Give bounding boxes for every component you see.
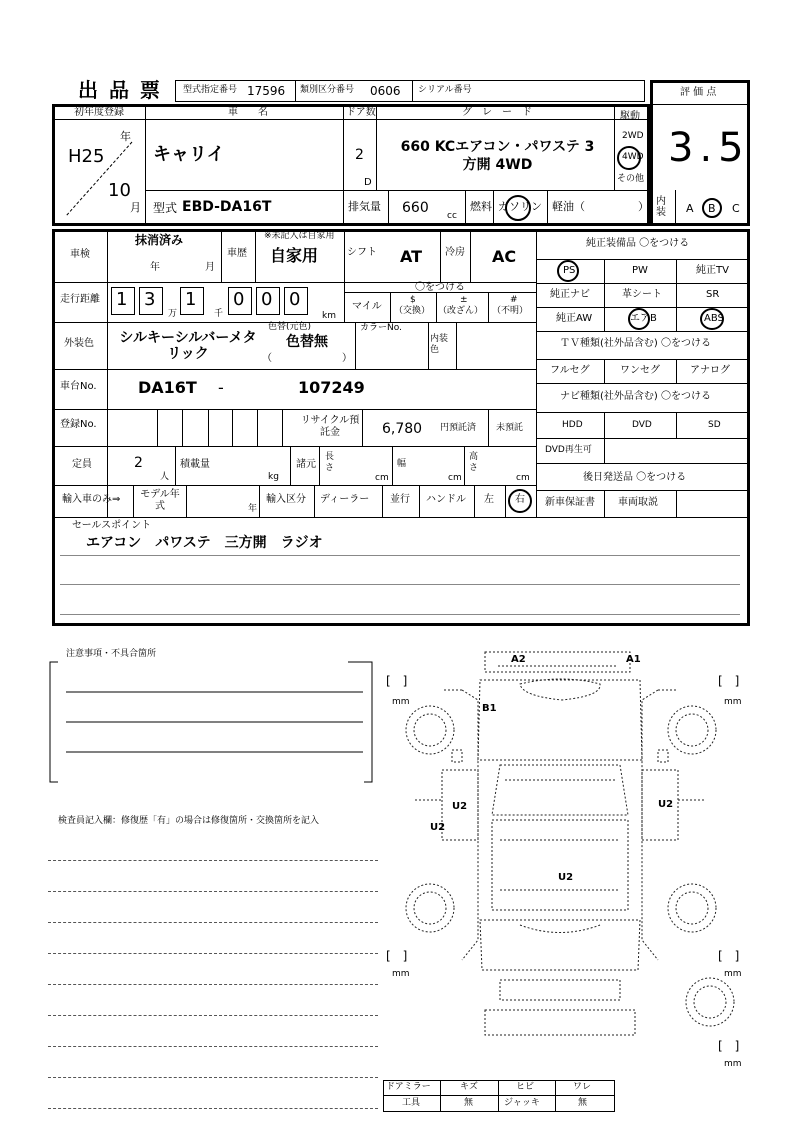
navi-sd: SD	[708, 420, 721, 430]
interior-b-circle	[702, 198, 722, 218]
shift-value: AT	[400, 247, 423, 266]
mileage-digit-2-text: 3	[144, 289, 156, 310]
interior-b: B	[708, 202, 716, 215]
mileage-sen: 千	[214, 309, 224, 319]
model-label: 型式	[153, 201, 178, 215]
handle-right-circle	[508, 489, 532, 513]
class-code-label: 類別区分番号	[300, 85, 355, 95]
model-code-value: 17596	[247, 84, 286, 98]
era-value: H25	[68, 146, 105, 167]
altered-symbol: ±	[460, 295, 468, 305]
interior-label: 内装	[656, 196, 666, 218]
inspection-month-unit: 月	[205, 262, 215, 273]
mileage-altered: （改ざん）	[438, 306, 484, 316]
legend-tools-value: 無	[464, 1098, 474, 1108]
code-strip	[175, 80, 645, 102]
length-label: 長さ	[325, 452, 335, 473]
capacity-label: 定員	[72, 459, 92, 470]
ac-value: AC	[492, 247, 517, 266]
tv-title: ＴＶ種類(社外品含む) 〇をつける	[560, 338, 711, 349]
grade-label: グ レ ー ド	[462, 107, 532, 118]
year-unit: 年	[120, 130, 131, 143]
handle-left: 左	[484, 494, 494, 505]
color-value: シルキーシルバーメタリック	[119, 330, 257, 362]
mileage-label: 走行距離	[60, 294, 100, 305]
color-no-label: カラーNo.	[360, 323, 402, 333]
drive-other: その他	[617, 174, 645, 184]
unknown-symbol: #	[510, 295, 518, 305]
equip-aw: 純正AW	[556, 313, 593, 324]
month-value: 10	[108, 180, 131, 201]
load-unit: kg	[268, 472, 279, 482]
inspection-year-unit: 年	[150, 262, 160, 273]
inspection-label: 車検	[70, 249, 90, 260]
width-label: 幅	[397, 459, 407, 469]
door-value: 2	[355, 147, 364, 163]
mileage-unknown: （不明）	[492, 306, 529, 316]
equip-pw: PW	[632, 265, 648, 276]
mm-fl: mm	[392, 697, 410, 707]
chassis-dash: -	[218, 378, 224, 397]
damage-a2: A2	[511, 654, 526, 665]
mileage-digit-5-text: 0	[261, 289, 273, 310]
later-title: 後日発送品 〇をつける	[583, 472, 687, 483]
height-label: 高さ	[469, 452, 479, 473]
equip-abs-circle	[700, 308, 724, 330]
length-cm: cm	[375, 473, 389, 483]
tv-oneseg: ワンセグ	[620, 365, 660, 376]
score-value: 3.5	[668, 125, 750, 171]
mileage-man: 万	[168, 309, 178, 319]
damage-b1: B1	[482, 703, 497, 714]
color-label: 外装色	[64, 338, 94, 349]
mileage-circle-note: 〇をつける	[415, 282, 465, 293]
recycle-value: 6,780	[382, 421, 423, 437]
model-year-unit: 年	[248, 504, 258, 514]
mileage-exchange: （交換）	[394, 306, 431, 316]
serial-label: シリアル番号	[418, 85, 472, 95]
import-dealer: ディーラー	[320, 494, 370, 505]
legend-header-break: ワレ	[573, 1082, 592, 1092]
equip-tv: 純正TV	[696, 265, 729, 276]
date-slash	[60, 140, 140, 220]
bracket-rr: [ ]	[718, 949, 740, 963]
door-suffix: D	[364, 177, 372, 188]
equip-navi: 純正ナビ	[550, 289, 590, 300]
mileage-digit-1-text: 1	[116, 289, 128, 310]
model-value: EBD-DA16T	[182, 199, 272, 215]
damage-u2-bed: U2	[558, 872, 574, 883]
displacement-label: 排気量	[348, 200, 381, 213]
load-label: 積載量	[180, 459, 210, 470]
mileage-km: km	[322, 311, 336, 321]
sales-text: エアコン パワステ 三方開 ラジオ	[86, 535, 323, 551]
car-damage-diagram	[380, 640, 760, 1080]
later-manual: 車両取説	[618, 497, 658, 508]
history-label: 車歴	[227, 248, 247, 259]
sheet-title: 出 品 票	[78, 78, 162, 102]
mileage-mile: マイル	[352, 301, 382, 312]
damage-u2-right: U2	[658, 799, 674, 810]
mm-spare: mm	[724, 1059, 742, 1069]
damage-u2-left-door: U2	[430, 822, 446, 833]
legend-tools: 工具	[402, 1098, 421, 1108]
reg-label: 登録No.	[60, 419, 97, 430]
history-value: 自家用	[270, 246, 319, 265]
capacity-unit: 人	[160, 472, 170, 482]
damage-u2-left: U2	[452, 801, 468, 812]
legend-header-crack: ヒビ	[516, 1082, 535, 1092]
chassis-prefix: DA16T	[138, 378, 197, 397]
bracket-fr: [ ]	[718, 674, 740, 688]
mm-rr: mm	[724, 969, 742, 979]
displacement-value: 660	[402, 200, 429, 216]
history-note: ※未記入は自家用	[264, 231, 335, 241]
exchange-symbol: $	[410, 295, 416, 305]
recycle-none: 未預託	[496, 423, 524, 433]
inspector-label: 検査員記入欄：修復歴「有」の場合は修復箇所・交換箇所を記入	[58, 816, 320, 826]
sales-label: セールスポイント	[72, 520, 152, 531]
door-label: ドア数	[346, 107, 376, 118]
recycle-unit: 円預託済	[440, 423, 477, 433]
score-label: 評 価 点	[680, 87, 717, 98]
mm-rl: mm	[392, 969, 410, 979]
class-code-value: 0606	[370, 84, 401, 98]
fuel-gasoline: ガソリン	[498, 200, 542, 213]
interior-color-label: 内装色	[430, 334, 449, 355]
grade-value: 660 KCエアコン・パワステ 3方開 4WD	[400, 139, 595, 173]
ac-label: 冷房	[445, 247, 465, 258]
damage-a1: A1	[626, 654, 641, 665]
equip-ps-circle	[557, 260, 579, 282]
recolor-paren-close: ）	[342, 353, 352, 364]
import-class-label: 輸入区分	[266, 494, 306, 505]
navi-hdd: HDD	[562, 420, 583, 430]
recolor-label: 色替(元色)	[268, 322, 312, 332]
fuel-diesel: 軽油（	[552, 200, 585, 213]
mm-fr: mm	[724, 697, 742, 707]
equip-airbag-circle	[628, 308, 650, 330]
capacity-value: 2	[134, 455, 143, 471]
recolor-paren-open: （	[262, 353, 272, 364]
width-cm: cm	[448, 473, 462, 483]
navi-dvd-play: DVD再生可	[545, 445, 592, 455]
inspection-value: 抹消済み	[135, 233, 184, 247]
equipment-title: 純正装備品 〇をつける	[586, 238, 690, 249]
fuel-gasoline-circle	[505, 195, 531, 221]
import-label: 輸入車のみ⇒	[62, 494, 121, 505]
equip-airbag: エアB	[630, 313, 657, 324]
interior-a: A	[686, 202, 694, 215]
recolor-value: 色替無	[286, 334, 328, 350]
displacement-unit: cc	[447, 211, 457, 221]
bracket-spare: [ ]	[718, 1039, 740, 1053]
legend-header-scratch: キズ	[460, 1082, 478, 1092]
equip-leather: 革シート	[622, 289, 662, 300]
drive-2wd: 2WD	[622, 131, 644, 141]
dims-label: 諸元	[296, 459, 316, 470]
notes-bracket	[48, 656, 378, 788]
navi-dvd: DVD	[632, 420, 652, 430]
tv-analog: アナログ	[690, 365, 730, 376]
drive-label: 駆動	[620, 111, 640, 122]
interior-c: C	[732, 202, 740, 215]
equip-ps: PS	[563, 265, 576, 276]
car-name: キャリイ	[153, 144, 225, 165]
import-parallel: 並行	[390, 494, 410, 505]
drive-4wd: 4WD	[622, 152, 644, 162]
handle-right: 右	[515, 494, 525, 505]
legend-header-mirror: ドアミラー	[386, 1082, 431, 1092]
drive-4wd-circle	[617, 146, 641, 170]
notes-label: 注意事項・不具合箇所	[66, 649, 157, 659]
equip-abs: ABS	[704, 313, 724, 324]
first-reg-label: 初年度登録	[74, 107, 124, 118]
legend-jack: ジャッキ	[504, 1098, 540, 1108]
model-year-label: モデル年式	[140, 489, 180, 512]
mileage-digit-6-text: 0	[289, 289, 301, 310]
fuel-close: ）	[638, 200, 649, 213]
fuel-label: 燃料	[470, 200, 492, 213]
equip-sr: SR	[706, 289, 720, 300]
mileage-digit-4-text: 0	[233, 289, 245, 310]
model-code-label: 型式指定番号	[183, 85, 238, 95]
handle-label: ハンドル	[426, 494, 466, 505]
name-label: 車 名	[228, 107, 268, 118]
month-unit: 月	[130, 201, 141, 214]
height-cm: cm	[516, 473, 530, 483]
bracket-fl: [ ]	[386, 674, 408, 688]
legend-jack-value: 無	[578, 1098, 588, 1108]
navi-title: ナビ種類(社外品含む) 〇をつける	[560, 391, 711, 402]
chassis-label: 車台No.	[60, 381, 97, 392]
bracket-rl: [ ]	[386, 949, 408, 963]
tv-fullseg: フルセグ	[550, 365, 590, 376]
chassis-number: 107249	[298, 378, 365, 397]
recycle-label: リサイクル預託金	[300, 415, 360, 438]
shift-label: シフト	[347, 247, 377, 258]
later-warranty: 新車保証書	[545, 497, 595, 508]
mileage-digit-3-text: 1	[185, 289, 197, 310]
